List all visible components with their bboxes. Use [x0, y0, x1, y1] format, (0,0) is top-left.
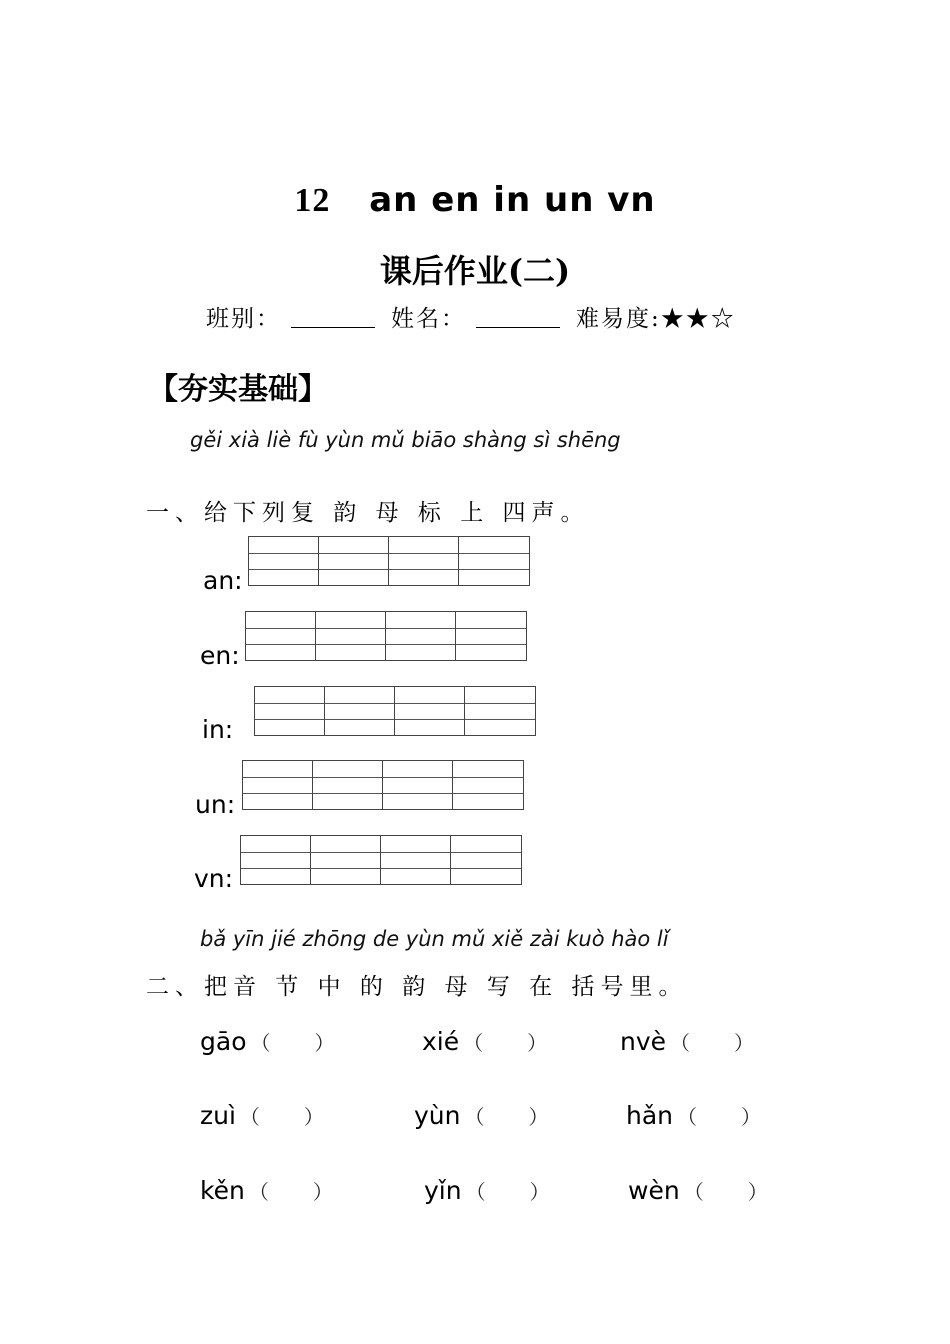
grid-cell[interactable]	[386, 612, 456, 660]
grid-cell[interactable]	[249, 537, 319, 585]
answer-item[interactable]	[424, 1176, 550, 1205]
grid-cell[interactable]	[465, 687, 535, 735]
grid-cell[interactable]	[325, 687, 395, 735]
grid-cell[interactable]	[246, 612, 316, 660]
answer-item[interactable]	[422, 1027, 547, 1056]
class-blank[interactable]	[291, 305, 375, 328]
answer-item[interactable]	[626, 1101, 761, 1130]
syllable: wèn	[628, 1176, 680, 1205]
lesson-title	[0, 180, 950, 220]
syllable: yùn	[414, 1101, 461, 1130]
q1-text: 一、给下列复 韵 母 标 上 四声。	[146, 500, 590, 526]
class-label: 班别：	[206, 306, 281, 332]
grid-cell[interactable]	[241, 836, 311, 884]
vowel-label-un: un:	[195, 790, 236, 819]
q2-text: 二、把音 节 中 的 韵 母 写 在 括号里。	[146, 974, 688, 1000]
paren-open: （	[670, 1031, 691, 1055]
paren-close: ）	[527, 1031, 548, 1055]
name-blank[interactable]	[476, 305, 560, 328]
grid-cell[interactable]	[381, 836, 451, 884]
grid-cell[interactable]	[389, 537, 459, 585]
syllable: yǐn	[424, 1176, 462, 1205]
section-title: 【夯实基础】	[148, 372, 328, 407]
paren-open: （	[465, 1180, 486, 1204]
syllable: hǎn	[626, 1101, 674, 1130]
paren-close: ）	[747, 1180, 768, 1204]
grid-cell[interactable]	[316, 612, 386, 660]
syllable: zuì	[200, 1101, 236, 1130]
paren-open: （	[250, 1031, 271, 1055]
answer-item[interactable]	[200, 1101, 324, 1130]
paren-close: ）	[529, 1180, 550, 1204]
page-subtitle: 课后作业(二)	[379, 252, 571, 290]
answer-item[interactable]	[414, 1101, 548, 1130]
writing-grid-en[interactable]	[245, 611, 527, 661]
syllable: kěn	[200, 1176, 245, 1205]
vowel-label-vn: vn:	[194, 864, 234, 893]
paren-open: （	[239, 1105, 260, 1129]
paren-open: （	[463, 1031, 484, 1055]
lesson-number: 12	[294, 182, 331, 219]
paren-close: ）	[741, 1105, 762, 1129]
writing-grid-un[interactable]	[242, 760, 524, 810]
grid-cell[interactable]	[383, 761, 453, 809]
vowel-label-en: en:	[200, 641, 240, 670]
grid-cell[interactable]	[395, 687, 465, 735]
paren-close: ）	[314, 1031, 335, 1055]
difficulty-label: 难易度:★★☆	[576, 306, 736, 332]
answer-item[interactable]	[200, 1176, 333, 1205]
grid-cell[interactable]	[243, 761, 313, 809]
grid-cell[interactable]	[311, 836, 381, 884]
q2-pinyin-guide: bǎ yīn jié zhōng de yùn mǔ xiě zài kuò hào lǐ	[200, 927, 669, 951]
paren-open: （	[677, 1105, 698, 1129]
paren-close: ）	[312, 1180, 333, 1204]
grid-cell[interactable]	[319, 537, 389, 585]
grid-cell[interactable]	[313, 761, 383, 809]
paren-close: ）	[528, 1105, 549, 1129]
answer-item[interactable]	[628, 1176, 768, 1205]
answer-item[interactable]	[620, 1027, 754, 1056]
paren-open: （	[464, 1105, 485, 1129]
syllable: nvè	[620, 1027, 667, 1056]
q1-pinyin-guide: gěi xià liè fù yùn mǔ biāo shàng sì shēng	[190, 428, 621, 452]
paren-open: （	[683, 1180, 704, 1204]
writing-grid-in[interactable]	[254, 686, 536, 736]
grid-cell[interactable]	[459, 537, 529, 585]
paren-open: （	[248, 1180, 269, 1204]
paren-close: ）	[303, 1105, 324, 1129]
lesson-pinyin: an en in un vn	[369, 180, 656, 220]
syllable: gāo	[200, 1027, 247, 1056]
paren-close: ）	[734, 1031, 755, 1055]
writing-grid-vn[interactable]	[240, 835, 522, 885]
writing-grid-an[interactable]	[248, 536, 530, 586]
name-label: 姓名：	[391, 306, 466, 332]
grid-cell[interactable]	[456, 612, 526, 660]
vowel-label-an: an:	[203, 566, 243, 595]
answer-item[interactable]	[200, 1027, 334, 1056]
grid-cell[interactable]	[453, 761, 523, 809]
student-info-row	[206, 300, 736, 333]
grid-cell[interactable]	[255, 687, 325, 735]
syllable: xié	[422, 1027, 460, 1056]
grid-cell[interactable]	[451, 836, 521, 884]
vowel-label-in: in:	[202, 715, 234, 744]
